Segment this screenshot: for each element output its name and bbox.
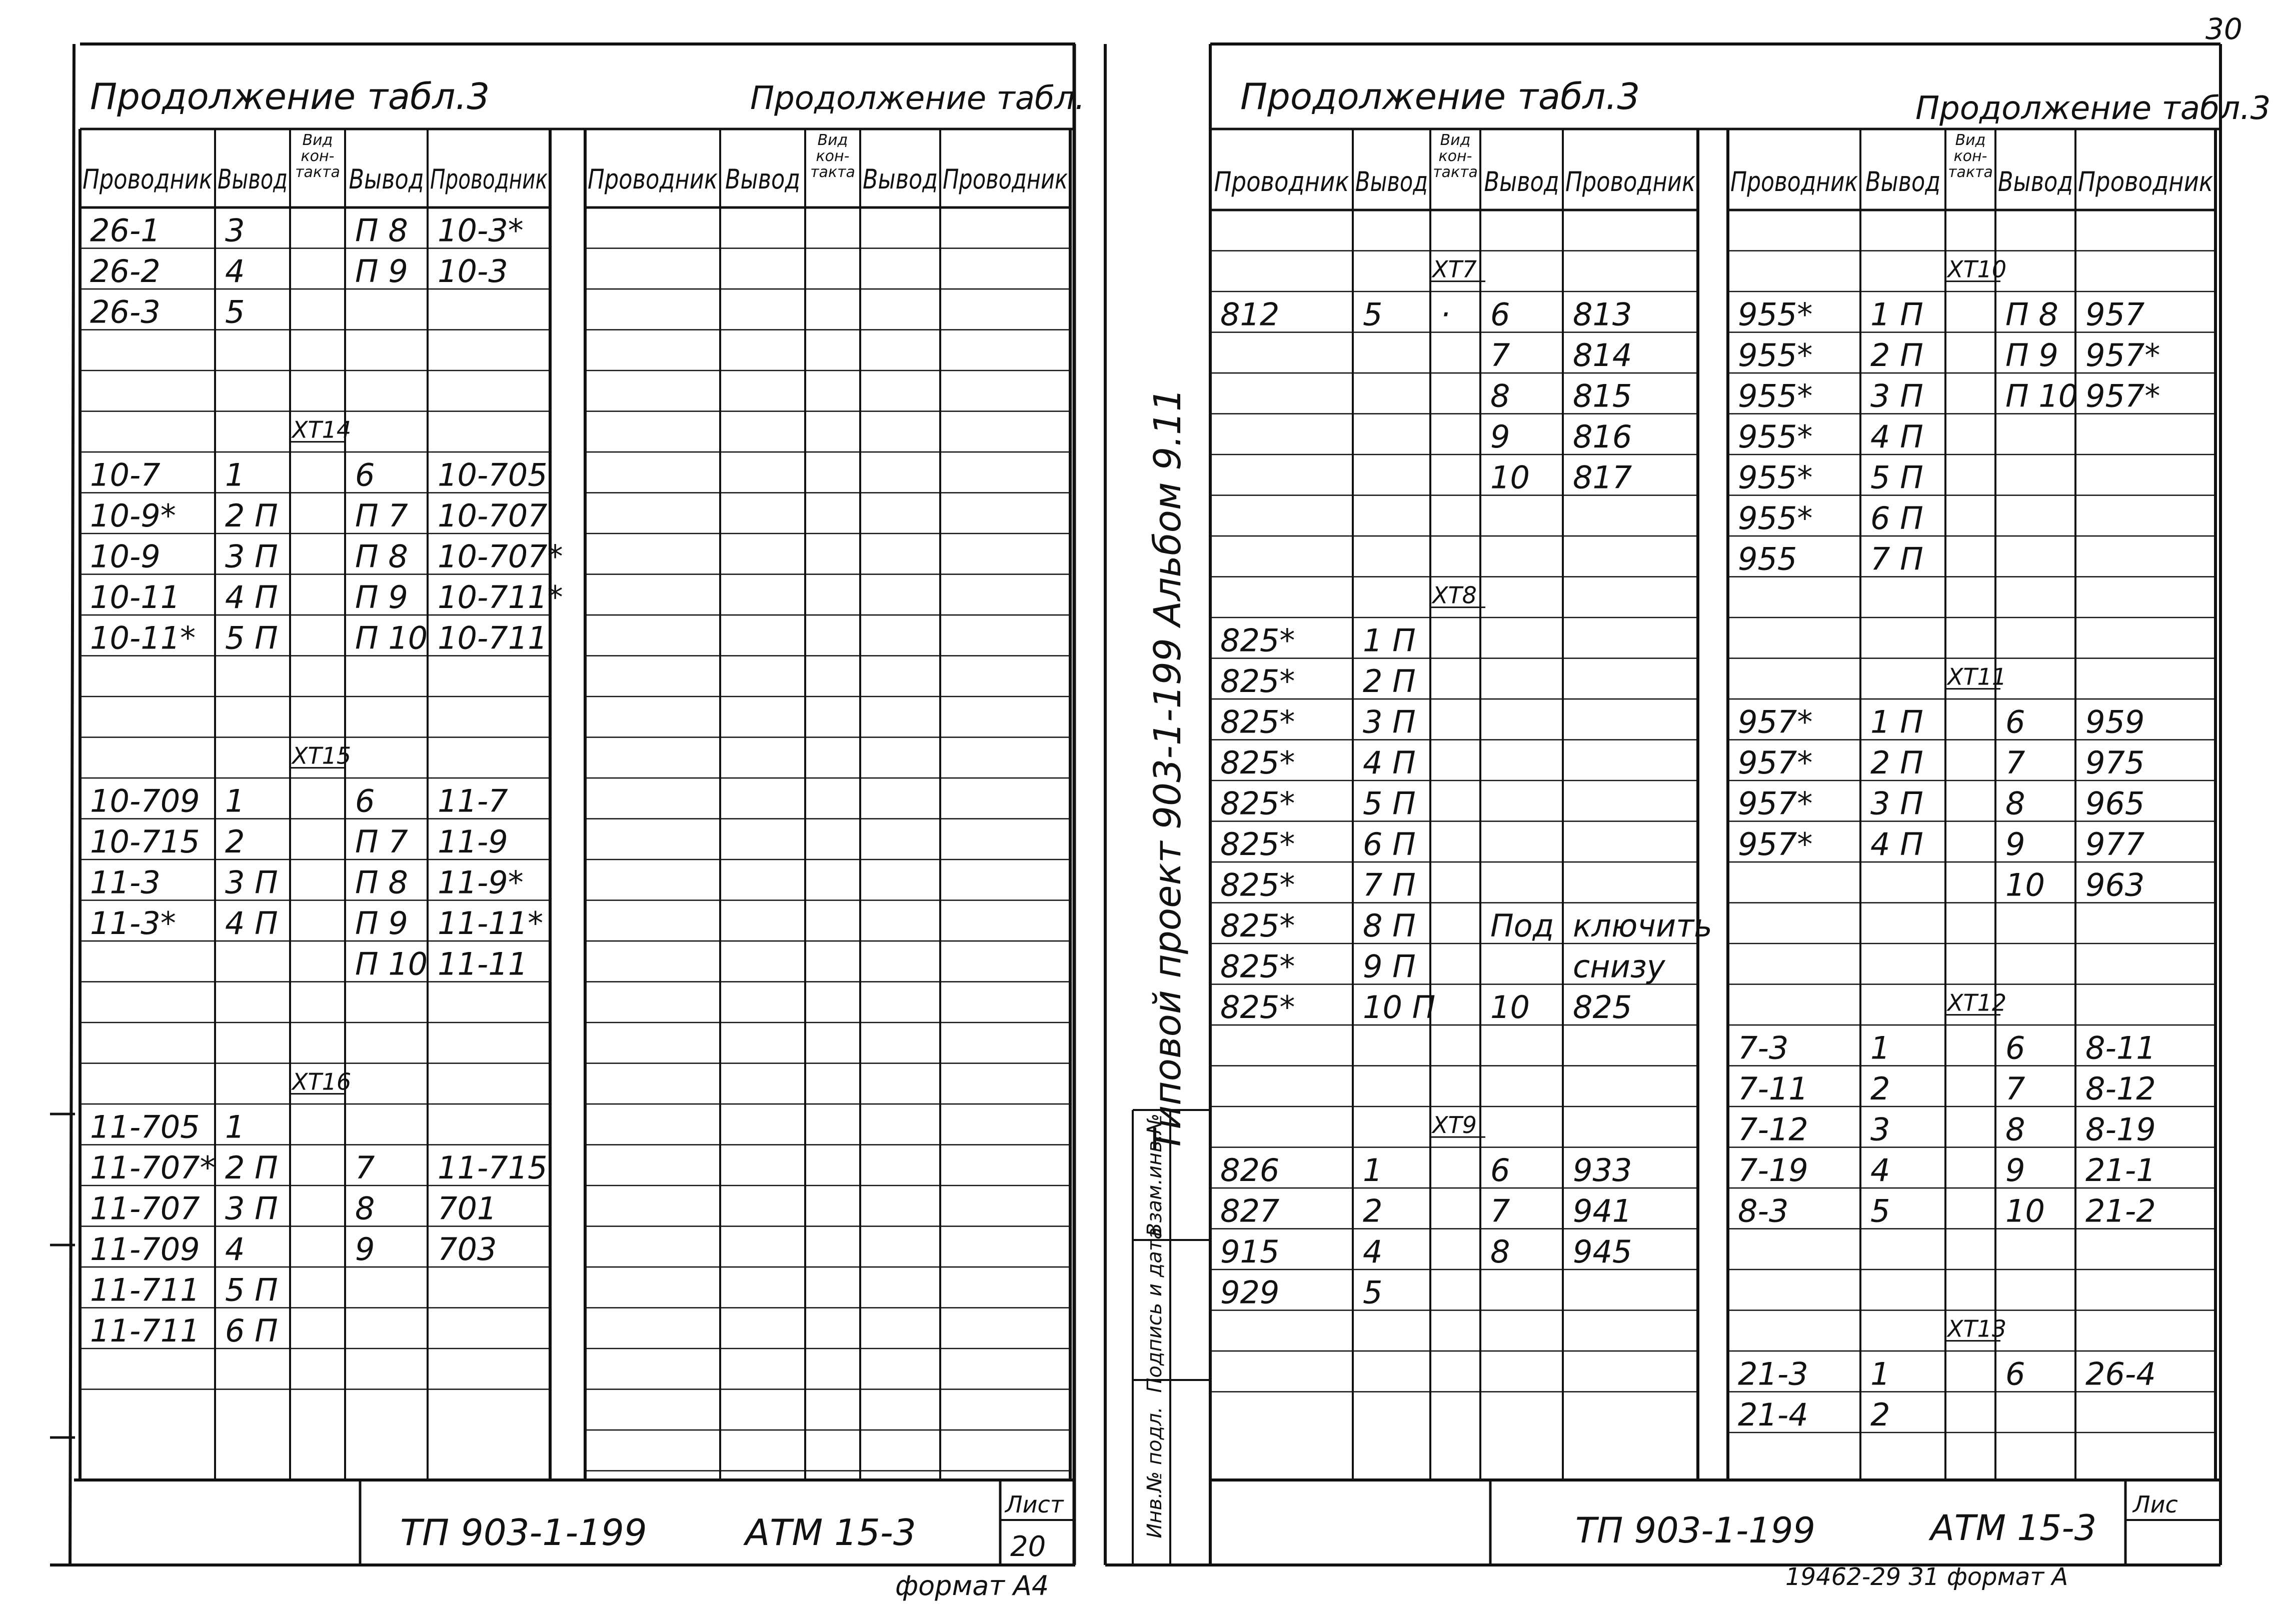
table-cell-r1-r18c4: снизу bbox=[1573, 948, 1665, 985]
table-cell-r2-r14c1: 3 П bbox=[1870, 785, 1923, 822]
terminal-block-label: ХТ13 bbox=[1947, 1315, 2007, 1342]
table-cell-r2-r3c0: 955* bbox=[1738, 337, 1813, 374]
table-cell-l1-r8c4: 10-707* bbox=[438, 538, 563, 575]
album-title-vertical: Типовой проект 903-1-199 Альбом 9.11 bbox=[1146, 388, 1189, 1152]
table-cell-r2-r21c1: 2 bbox=[1870, 1070, 1890, 1107]
table-cell-r2-r22c4: 8-19 bbox=[2085, 1111, 2156, 1148]
table-cell-l1-r18c4: 11-11 bbox=[438, 946, 528, 982]
table-cell-r1-r24c4: 941 bbox=[1573, 1192, 1632, 1230]
table-cell-l1-r8c3: П 8 bbox=[355, 538, 408, 575]
table-cell-l1-r10c4: 10-711 bbox=[438, 620, 548, 656]
table-cell-r2-r7c0: 955* bbox=[1738, 500, 1813, 536]
table-cell-r1-r14c1: 5 П bbox=[1363, 785, 1416, 822]
table-cell-r2-r3c3: П 9 bbox=[2005, 337, 2058, 374]
table-cell-r2-r22c0: 7-12 bbox=[1738, 1111, 1808, 1148]
table-cell-l1-r1c1: 4 bbox=[225, 253, 245, 290]
table-cell-r2-r4c0: 955* bbox=[1738, 378, 1813, 414]
side-stamp-field: Взам.инв.№ bbox=[1143, 1113, 1166, 1237]
table-cell-r1-r4c3: 8 bbox=[1490, 378, 1510, 414]
table-cell-l1-r6c3: 6 bbox=[355, 456, 375, 494]
table-cell-l1-r2c0: 26-3 bbox=[90, 294, 161, 330]
stamp-list-label: Лист bbox=[1005, 1491, 1064, 1518]
table-cell-r2-r21c3: 7 bbox=[2005, 1070, 2025, 1107]
table-cell-r1-r12c1: 3 П bbox=[1363, 704, 1416, 740]
column-header-4: Вывод bbox=[863, 164, 938, 195]
table-cell-r2-r4c4: 957* bbox=[2085, 378, 2160, 414]
sheet-number: 30 bbox=[2205, 12, 2242, 46]
table-cell-r1-r10c1: 1 П bbox=[1363, 622, 1416, 659]
side-stamp-field: Подпись и дата bbox=[1143, 1227, 1166, 1393]
table-cell-l1-r0c1: 3 bbox=[225, 212, 245, 249]
table-cell-r1-r10c0: 825* bbox=[1220, 622, 1295, 659]
table-cell-r1-r19c1: 10 П bbox=[1363, 989, 1436, 1026]
table-cell-r1-r17c3: Под bbox=[1490, 908, 1554, 944]
table-cell-l1-r17c0: 11-3* bbox=[90, 905, 176, 942]
table-cell-r1-r19c3: 10 bbox=[1490, 989, 1530, 1026]
table-cell-l1-r14c1: 1 bbox=[225, 782, 245, 820]
table-cell-r1-r2c3: 6 bbox=[1490, 296, 1510, 333]
table-cell-r1-r24c1: 2 bbox=[1363, 1192, 1383, 1230]
table-cell-l1-r10c0: 10-11* bbox=[90, 620, 196, 656]
table-cell-r2-r22c3: 8 bbox=[2005, 1111, 2025, 1148]
column-header-5: Проводник bbox=[430, 164, 548, 195]
table-cell-r1-r16c1: 7 П bbox=[1363, 866, 1416, 904]
table-cell-r1-r4c4: 815 bbox=[1573, 378, 1632, 414]
table-cell-l1-r25c3: 9 bbox=[355, 1231, 375, 1268]
table-cell-l1-r1c4: 10-3 bbox=[438, 253, 508, 290]
stamp-code: ТП 903-1-199 bbox=[400, 1512, 647, 1554]
table-cell-r2-r6c1: 5 П bbox=[1870, 459, 1923, 496]
table-cell-r2-r29c0: 21-4 bbox=[1738, 1396, 1808, 1433]
table-cell-l1-r27c1: 6 П bbox=[225, 1312, 278, 1349]
table-cell-r1-r24c0: 827 bbox=[1220, 1192, 1280, 1230]
table-cell-r2-r16c3: 10 bbox=[2005, 866, 2045, 904]
table-cell-r2-r24c4: 21-2 bbox=[2085, 1192, 2156, 1230]
table-cell-r1-r17c1: 8 П bbox=[1363, 908, 1416, 944]
table-cell-l1-r14c3: 6 bbox=[355, 782, 375, 820]
table-cell-r2-r23c0: 7-19 bbox=[1738, 1152, 1808, 1188]
table-cell-r2-r12c3: 6 bbox=[2005, 704, 2025, 740]
table-cell-l1-r1c3: П 9 bbox=[355, 253, 408, 290]
table-cell-l1-r22c0: 11-705 bbox=[90, 1108, 200, 1146]
table-cell-l1-r0c3: П 8 bbox=[355, 212, 408, 249]
table-cell-r2-r3c4: 957* bbox=[2085, 337, 2160, 374]
table-cell-l1-r24c1: 3 П bbox=[225, 1190, 278, 1227]
table-cell-r1-r17c0: 825* bbox=[1220, 908, 1295, 944]
column-header-1: Проводник bbox=[1214, 166, 1349, 198]
left-page bbox=[50, 44, 1085, 1602]
table-cell-r1-r14c0: 825* bbox=[1220, 785, 1295, 822]
format-note: формат А4 bbox=[895, 1570, 1049, 1602]
table-cell-r1-r25c1: 4 bbox=[1363, 1234, 1383, 1270]
table-cell-r2-r15c0: 957* bbox=[1738, 826, 1813, 862]
column-header-2: Вывод bbox=[1355, 166, 1428, 198]
table-cell-r2-r12c4: 959 bbox=[2085, 704, 2145, 740]
table-cell-r1-r11c1: 2 П bbox=[1363, 663, 1416, 700]
stamp-list-number: 20 bbox=[1010, 1530, 1046, 1563]
table-cell-r2-r13c4: 975 bbox=[2085, 744, 2145, 781]
table-cell-r2-r28c0: 21-3 bbox=[1738, 1356, 1808, 1392]
table-cell-r2-r23c1: 4 bbox=[1870, 1152, 1890, 1188]
table-cell-l1-r9c1: 4 П bbox=[225, 579, 278, 616]
column-header-5: Проводник bbox=[1565, 166, 1696, 198]
table-cell-r2-r14c3: 8 bbox=[2005, 785, 2025, 822]
table-cell-l1-r25c0: 11-709 bbox=[90, 1231, 200, 1268]
table-cell-l1-r17c1: 4 П bbox=[225, 905, 278, 942]
table-cell-r2-r6c0: 955* bbox=[1738, 459, 1813, 496]
table-cell-l1-r22c1: 1 bbox=[225, 1108, 245, 1146]
table-cell-r2-r4c1: 3 П bbox=[1870, 378, 1923, 414]
table-cell-r1-r6c3: 10 bbox=[1490, 459, 1530, 496]
table-cell-r2-r12c1: 1 П bbox=[1870, 704, 1923, 740]
table-cell-l1-r16c0: 11-3 bbox=[90, 864, 161, 901]
stamp-mark: АТМ 15-3 bbox=[1930, 1508, 2097, 1548]
column-header-2: Вывод bbox=[1865, 166, 1940, 198]
table-cell-l1-r15c3: П 7 bbox=[355, 824, 408, 860]
table-cell-l1-r18c3: П 10 bbox=[355, 946, 428, 982]
column-header-4: Вывод bbox=[1998, 166, 2073, 198]
table-cell-l1-r26c1: 5 П bbox=[225, 1272, 278, 1308]
table-cell-l1-r9c4: 10-711* bbox=[438, 579, 563, 616]
table-cell-r2-r28c4: 26-4 bbox=[2085, 1356, 2156, 1392]
table-cell-r2-r4c3: П 10 bbox=[2005, 378, 2078, 414]
terminal-block-label: ХТ9 bbox=[1432, 1111, 1477, 1138]
table-cell-r2-r15c1: 4 П bbox=[1870, 826, 1923, 862]
table-cell-l1-r9c0: 10-11 bbox=[90, 579, 181, 616]
table-cell-r1-r13c0: 825* bbox=[1220, 744, 1295, 781]
table-cell-r1-r18c0: 825* bbox=[1220, 948, 1295, 985]
table-cell-r2-r13c1: 2 П bbox=[1870, 744, 1923, 781]
table-cell-r1-r23c4: 933 bbox=[1573, 1152, 1632, 1188]
table-cell-r1-r11c0: 825* bbox=[1220, 663, 1295, 700]
table-cell-l1-r16c1: 3 П bbox=[225, 864, 278, 901]
table-cell-r2-r20c4: 8-11 bbox=[2085, 1030, 2156, 1066]
table-cell-r1-r15c0: 825* bbox=[1220, 826, 1295, 862]
table-title-right: Продолжение табл. bbox=[750, 80, 1085, 117]
table-cell-l1-r17c4: 11-11* bbox=[438, 905, 544, 942]
table-cell-r1-r2c1: 5 bbox=[1363, 296, 1383, 333]
column-header-1: Проводник bbox=[1730, 166, 1858, 198]
table-cell-l1-r6c4: 10-705 bbox=[438, 456, 548, 494]
table-cell-r2-r2c1: 1 П bbox=[1870, 296, 1923, 333]
table-cell-r1-r3c4: 814 bbox=[1573, 337, 1632, 374]
table-cell-r2-r12c0: 957* bbox=[1738, 704, 1813, 740]
table-cell-l1-r8c0: 10-9 bbox=[90, 538, 161, 575]
column-header-2: Вывод bbox=[725, 164, 800, 195]
table-cell-r1-r19c4: 825 bbox=[1573, 989, 1632, 1026]
table-cell-r2-r13c3: 7 bbox=[2005, 744, 2025, 781]
column-header-5: Проводник bbox=[2078, 166, 2213, 198]
table-cell-l1-r10c3: П 10 bbox=[355, 620, 428, 656]
terminal-block-label: ХТ14 bbox=[292, 416, 352, 444]
stamp-list-label: Лис bbox=[2133, 1491, 2178, 1518]
table-cell-r2-r2c0: 955* bbox=[1738, 296, 1813, 333]
table-cell-l1-r16c3: П 8 bbox=[355, 864, 408, 901]
table-cell-r1-r3c3: 7 bbox=[1490, 337, 1510, 374]
table-cell-r2-r23c4: 21-1 bbox=[2085, 1152, 2156, 1188]
terminal-block-label: ХТ8 bbox=[1432, 582, 1477, 609]
table-cell-l1-r8c1: 3 П bbox=[225, 538, 278, 575]
table-cell-l1-r0c4: 10-3* bbox=[438, 212, 524, 249]
table-cell-r2-r13c0: 957* bbox=[1738, 744, 1813, 781]
table-cell-r1-r2c4: 813 bbox=[1573, 296, 1632, 333]
table-cell-r1-r18c1: 9 П bbox=[1363, 948, 1416, 985]
table-cell-r2-r21c0: 7-11 bbox=[1738, 1070, 1808, 1107]
table-cell-r1-r16c0: 825* bbox=[1220, 866, 1295, 904]
table-cell-l1-r7c3: П 7 bbox=[355, 498, 408, 534]
table-cell-r1-r5c4: 816 bbox=[1573, 418, 1632, 455]
stamp-mark: АТМ 15-3 bbox=[745, 1512, 916, 1554]
terminal-block-label: ХТ10 bbox=[1947, 256, 2007, 283]
table-cell-l1-r2c1: 5 bbox=[225, 294, 245, 330]
format-note: 19462-29 31 формат А bbox=[1785, 1563, 2068, 1591]
table-cell-r2-r3c1: 2 П bbox=[1870, 337, 1923, 374]
header-contact-type: Вид кон-такта bbox=[1948, 132, 1993, 181]
table-cell-r2-r28c1: 1 bbox=[1870, 1356, 1890, 1392]
table-cell-r1-r15c1: 6 П bbox=[1363, 826, 1416, 862]
table-cell-r1-r26c1: 5 bbox=[1363, 1274, 1383, 1311]
table-cell-l1-r23c3: 7 bbox=[355, 1150, 375, 1186]
table-title: Продолжение табл.3 bbox=[90, 76, 490, 118]
table-cell-r2-r24c3: 10 bbox=[2005, 1192, 2045, 1230]
table-cell-l1-r27c0: 11-711 bbox=[90, 1312, 200, 1349]
table-cell-r2-r2c3: П 8 bbox=[2005, 296, 2058, 333]
table-cell-r2-r29c1: 2 bbox=[1870, 1396, 1890, 1433]
table-title-right: Продолжение табл.3 bbox=[1915, 90, 2271, 127]
table-cell-r1-r24c3: 7 bbox=[1490, 1192, 1510, 1230]
table-cell-l1-r14c0: 10-709 bbox=[90, 782, 200, 820]
table-cell-r2-r20c1: 1 bbox=[1870, 1030, 1890, 1066]
column-header-4: Вывод bbox=[349, 164, 424, 195]
table-cell-r2-r24c1: 5 bbox=[1870, 1192, 1890, 1230]
table-cell-r2-r7c1: 6 П bbox=[1870, 500, 1923, 536]
table-cell-l1-r16c4: 11-9* bbox=[438, 864, 524, 901]
table-cell-l1-r17c3: П 9 bbox=[355, 905, 408, 942]
table-title: Продолжение табл.3 bbox=[1240, 76, 1640, 118]
table-cell-r1-r23c0: 826 bbox=[1220, 1152, 1280, 1188]
table-cell-r2-r20c0: 7-3 bbox=[1738, 1030, 1789, 1066]
stamp-code: ТП 903-1-199 bbox=[1575, 1510, 1815, 1551]
table-cell-r2-r21c4: 8-12 bbox=[2085, 1070, 2156, 1107]
table-cell-l1-r6c1: 1 bbox=[225, 456, 245, 494]
table-cell-l1-r26c0: 11-711 bbox=[90, 1272, 200, 1308]
terminal-block-label: ХТ7 bbox=[1432, 256, 1477, 283]
side-stamp-field: Инв.№ подл. bbox=[1143, 1406, 1166, 1538]
table-cell-r2-r14c0: 957* bbox=[1738, 785, 1813, 822]
table-cell-r1-r2c0: 812 bbox=[1220, 296, 1280, 333]
right-page bbox=[1105, 12, 2270, 1591]
header-contact-type: Вид кон-такта bbox=[295, 132, 340, 181]
table-cell-r1-r5c3: 9 bbox=[1490, 418, 1510, 455]
table-cell-l1-r7c1: 2 П bbox=[225, 498, 278, 534]
column-header-5: Проводник bbox=[943, 164, 1068, 195]
table-cell-r2-r2c4: 957 bbox=[2085, 296, 2145, 333]
table-cell-r2-r24c0: 8-3 bbox=[1738, 1192, 1789, 1230]
column-header-1: Проводник bbox=[588, 164, 718, 195]
table-cell-l1-r25c4: 703 bbox=[438, 1231, 497, 1268]
table-cell-l1-r23c4: 11-715 bbox=[438, 1150, 548, 1186]
table-cell-l1-r9c3: П 9 bbox=[355, 579, 408, 616]
table-cell-r2-r16c4: 963 bbox=[2085, 866, 2145, 904]
table-cell-r1-r13c1: 4 П bbox=[1363, 744, 1416, 781]
table-cell-l1-r1c0: 26-2 bbox=[90, 253, 161, 290]
table-cell-r1-r23c1: 1 bbox=[1363, 1152, 1383, 1188]
header-contact-type: Вид кон-такта bbox=[810, 132, 855, 181]
column-header-1: Проводник bbox=[83, 164, 213, 195]
table-cell-l1-r23c0: 11-707* bbox=[90, 1150, 216, 1186]
terminal-block-label: ХТ12 bbox=[1947, 989, 2007, 1016]
table-cell-l1-r7c4: 10-707 bbox=[438, 498, 548, 534]
table-cell-r1-r26c0: 929 bbox=[1220, 1274, 1280, 1311]
table-cell-r1-r23c3: 6 bbox=[1490, 1152, 1510, 1188]
table-cell-l1-r25c1: 4 bbox=[225, 1231, 245, 1268]
page-frame-left bbox=[70, 44, 74, 1565]
table-cell-r2-r8c0: 955 bbox=[1738, 540, 1797, 578]
table-cell-l1-r15c1: 2 bbox=[225, 824, 245, 860]
table-cell-r1-r17c4: ключить bbox=[1573, 908, 1712, 944]
terminal-block-label: ХТ11 bbox=[1947, 663, 2007, 690]
table-cell-l1-r0c0: 26-1 bbox=[90, 212, 161, 249]
terminal-block-label: ХТ15 bbox=[292, 742, 352, 770]
table-cell-r1-r12c0: 825* bbox=[1220, 704, 1295, 740]
table-cell-r1-r2c2: · bbox=[1440, 296, 1450, 333]
table-cell-r2-r28c3: 6 bbox=[2005, 1356, 2025, 1392]
table-cell-r2-r15c3: 9 bbox=[2005, 826, 2025, 862]
table-cell-r1-r6c4: 817 bbox=[1573, 459, 1632, 496]
table-cell-l1-r14c4: 11-7 bbox=[438, 782, 508, 820]
table-cell-r2-r20c3: 6 bbox=[2005, 1030, 2025, 1066]
table-cell-r2-r22c1: 3 bbox=[1870, 1111, 1890, 1148]
header-contact-type: Вид кон-такта bbox=[1433, 132, 1478, 181]
table-cell-r2-r15c4: 977 bbox=[2085, 826, 2145, 862]
table-cell-l1-r15c4: 11-9 bbox=[438, 824, 508, 860]
table-cell-r1-r25c0: 915 bbox=[1220, 1234, 1280, 1270]
table-cell-l1-r23c1: 2 П bbox=[225, 1150, 278, 1186]
table-cell-l1-r24c0: 11-707 bbox=[90, 1190, 200, 1227]
table-cell-l1-r24c4: 701 bbox=[438, 1190, 497, 1227]
table-cell-l1-r6c0: 10-7 bbox=[90, 456, 161, 494]
table-cell-r1-r25c3: 8 bbox=[1490, 1234, 1510, 1270]
table-cell-r2-r5c0: 955* bbox=[1738, 418, 1813, 455]
table-cell-l1-r24c3: 8 bbox=[355, 1190, 375, 1227]
column-header-4: Вывод bbox=[1484, 166, 1559, 198]
terminal-block-label: ХТ16 bbox=[292, 1068, 352, 1096]
table-cell-r2-r8c1: 7 П bbox=[1870, 540, 1923, 578]
table-cell-r2-r14c4: 965 bbox=[2085, 785, 2145, 822]
table-cell-l1-r10c1: 5 П bbox=[225, 620, 278, 656]
table-cell-r1-r19c0: 825* bbox=[1220, 989, 1295, 1026]
table-cell-r1-r25c4: 945 bbox=[1573, 1234, 1632, 1270]
table-cell-l1-r15c0: 10-715 bbox=[90, 824, 200, 860]
table-cell-r2-r5c1: 4 П bbox=[1870, 418, 1923, 455]
column-header-2: Вывод bbox=[218, 164, 288, 195]
table-cell-r2-r23c3: 9 bbox=[2005, 1152, 2025, 1188]
table-cell-l1-r7c0: 10-9* bbox=[90, 498, 176, 534]
